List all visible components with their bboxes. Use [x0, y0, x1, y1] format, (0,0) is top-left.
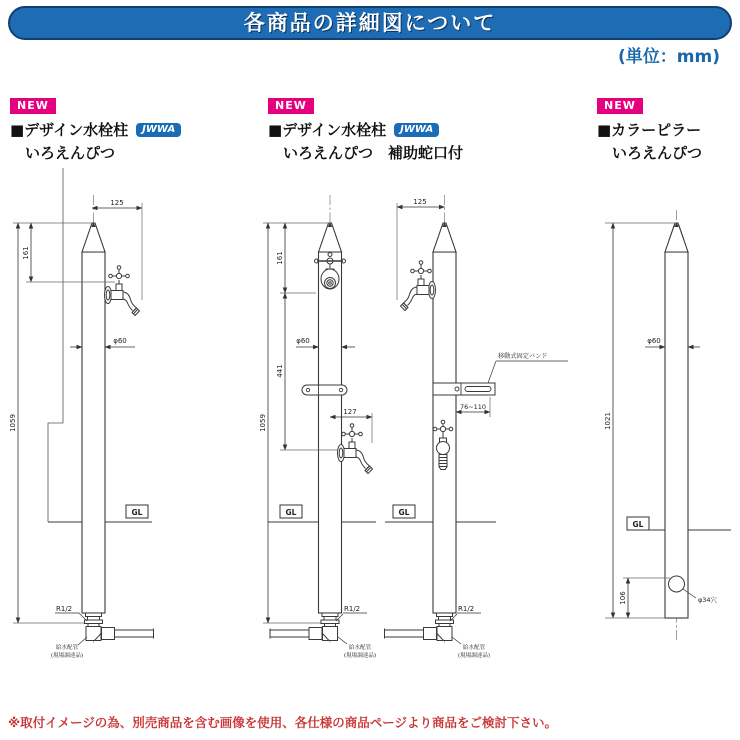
product-header-2: [268, 94, 518, 163]
dim-161: 161: [22, 246, 30, 260]
faucet-upper: [401, 261, 436, 311]
diagram-design-pillar: [9, 168, 154, 659]
product-header-1: [10, 94, 260, 163]
dim-dia60: φ60: [113, 337, 127, 345]
pillar-body: [433, 252, 456, 613]
pillar-body: [82, 252, 105, 613]
supply-fitting: [385, 613, 454, 641]
diagram-color-pillar: [604, 210, 731, 640]
mounting-band-side: [433, 383, 495, 395]
gl-marker: [126, 505, 148, 518]
new-badge: NEW: [597, 98, 643, 114]
dim-76-110: 76~110: [459, 403, 487, 411]
supply-note-2: (現場調達品): [50, 653, 84, 659]
drain-hole: [669, 576, 685, 592]
dim-127: 127: [343, 408, 357, 416]
page-title-banner: [8, 6, 732, 40]
thread-label: R1/2: [458, 605, 475, 613]
supply-note-1: 給水配管: [462, 645, 486, 651]
dim-1021: 1021: [604, 412, 612, 430]
gl-label: GL: [632, 520, 644, 529]
disclaimer-note: ※取付イメージの為、別売商品を含む画像を使用、各仕様の商品ページより商品をご検討下さい。: [8, 715, 558, 730]
dim-1059: 1059: [259, 414, 267, 432]
jwwa-badge: JWWA: [394, 123, 439, 137]
pillar-body: [665, 252, 688, 618]
gl-label: GL: [285, 508, 297, 517]
pillar-body: [319, 252, 342, 613]
supply-note-1: 給水配管: [348, 645, 372, 651]
dim-dia60: φ60: [647, 337, 661, 345]
product-title: ■デザイン水栓柱: [268, 121, 387, 139]
thread-label: R1/2: [56, 605, 73, 613]
product-title: ■カラーピラー: [597, 121, 702, 139]
page-title: 各商品の詳細図について: [243, 11, 497, 35]
product-header-3: [597, 94, 740, 163]
thread-label: R1/2: [344, 605, 361, 613]
dim-161: 161: [276, 251, 284, 265]
dim-106: 106: [619, 591, 627, 605]
supply-fitting: [85, 613, 154, 641]
product-title: ■デザイン水栓柱: [10, 121, 129, 139]
dim-1059: 1059: [9, 414, 17, 432]
pillar-tip: [82, 223, 105, 252]
gl-marker: [393, 505, 415, 518]
supply-note-2: (現場調達品): [457, 653, 491, 659]
technical-drawings: [0, 165, 740, 711]
hole-label: φ34穴: [698, 596, 718, 604]
pillar-tip: [319, 223, 342, 252]
band-label: 移動式固定バンド: [498, 353, 548, 360]
dim-441: 441: [276, 364, 284, 378]
gl-label: GL: [398, 508, 410, 517]
diagram-aux-front-view: [259, 195, 376, 659]
dim-125: 125: [110, 199, 124, 207]
jwwa-badge: JWWA: [136, 123, 181, 137]
pillar-tip: [433, 223, 456, 252]
new-badge: NEW: [10, 98, 56, 114]
units-label: (単位：mm): [618, 47, 720, 67]
supply-note-2: (現場調達品): [343, 653, 377, 659]
gl-marker: [280, 505, 302, 518]
dim-125: 125: [413, 198, 427, 206]
product-subtitle: いろえんぴつ: [612, 144, 703, 162]
gl-marker: [627, 517, 649, 530]
supply-note-1: 給水配管: [55, 645, 79, 651]
mounting-band-front: [302, 385, 347, 395]
new-badge: NEW: [268, 98, 314, 114]
gl-label: GL: [131, 508, 143, 517]
product-subtitle: いろえんぴつ: [25, 144, 116, 162]
faucet-auxiliary: [338, 424, 373, 474]
product-subtitle: いろえんぴつ 補助蛇口付: [283, 144, 464, 162]
supply-fitting: [270, 613, 339, 641]
faucet-upper: [105, 266, 140, 316]
diagram-aux-side-view: [385, 195, 569, 659]
dim-dia60: φ60: [296, 337, 310, 345]
pillar-tip: [665, 223, 688, 252]
